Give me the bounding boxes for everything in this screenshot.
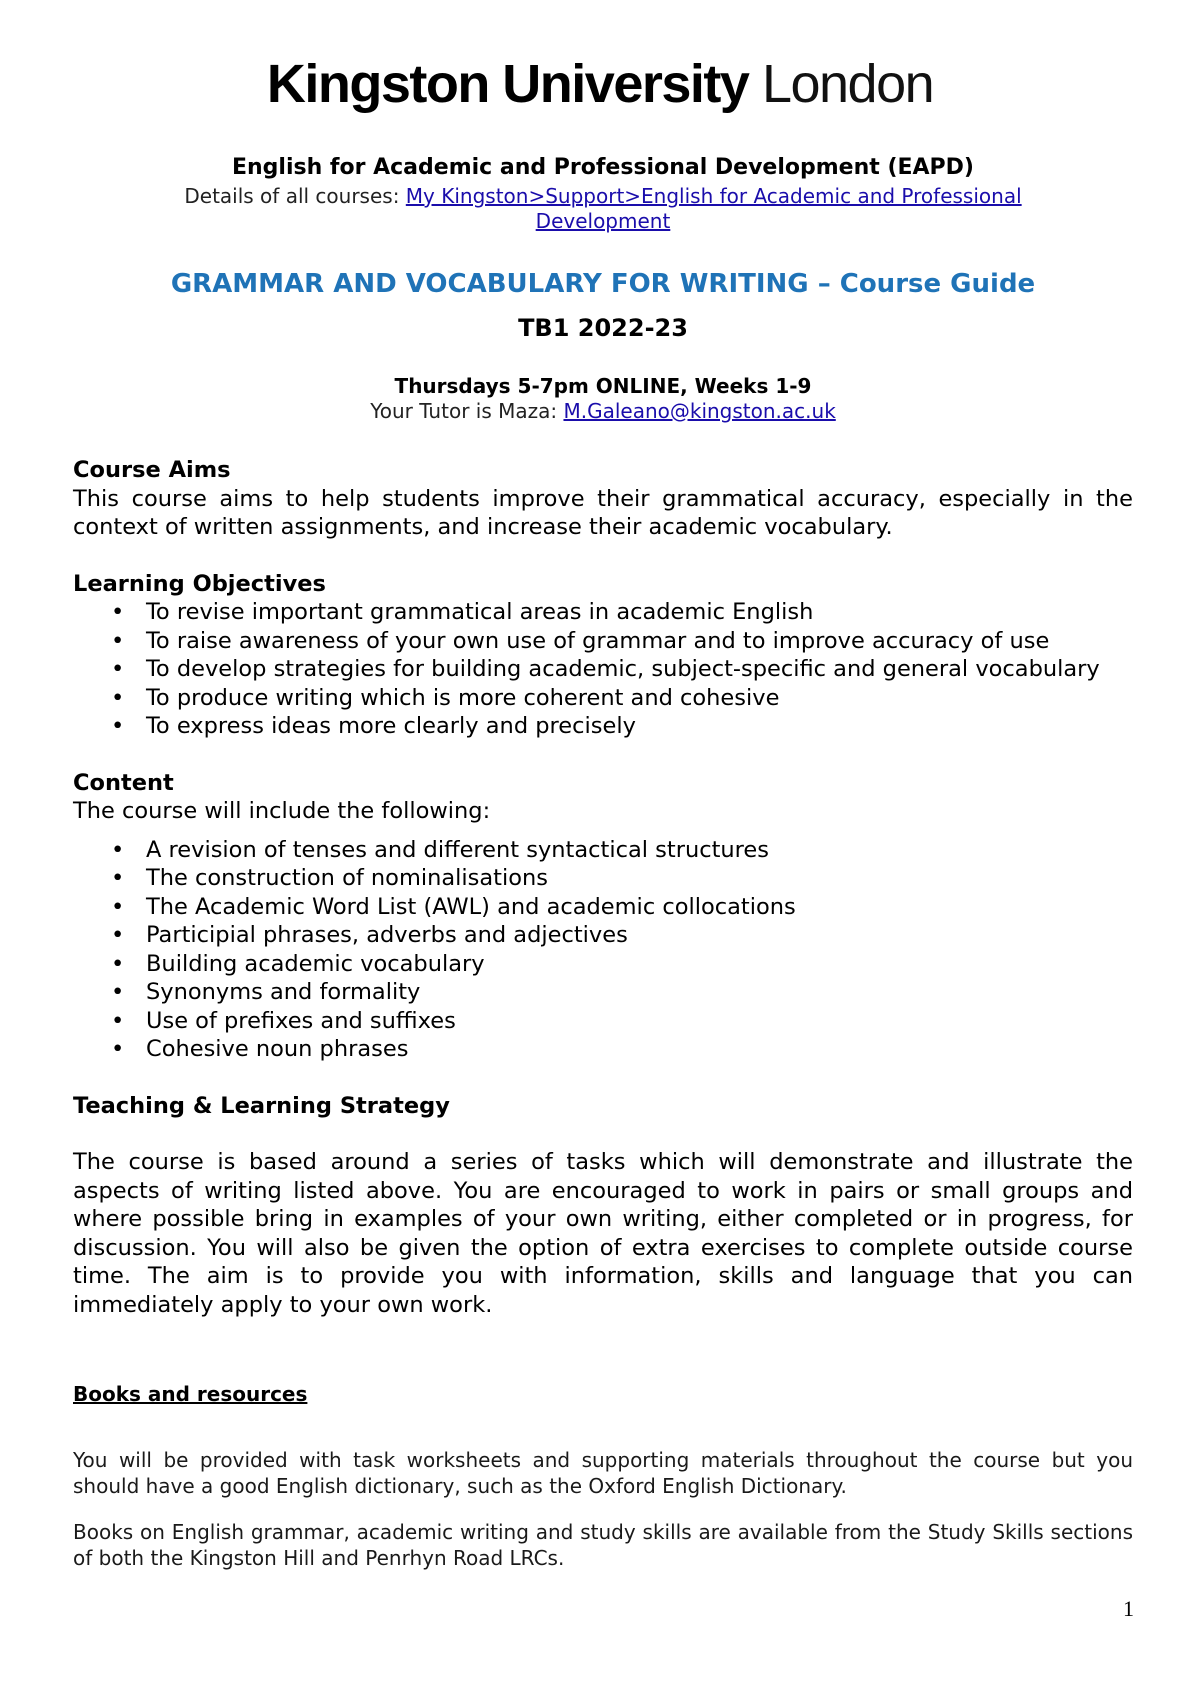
logo-bold-text: Kingston University	[266, 54, 749, 114]
schedule-line: Thursdays 5-7pm ONLINE, Weeks 1-9	[394, 374, 812, 398]
tutor-prefix: Your Tutor is Maza:	[370, 399, 564, 423]
bullet-icon: •	[111, 865, 125, 891]
university-logo	[0, 52, 1200, 116]
strategy-heading: Teaching & Learning Strategy	[73, 1092, 450, 1119]
bullet-icon: •	[111, 713, 125, 739]
list-item: • To develop strategies for building academic, subject-specific and general vocabulary	[111, 656, 1100, 682]
bullet-icon: •	[111, 979, 125, 1005]
course-aims-heading: Course Aims	[73, 457, 231, 483]
resources-heading: Books and resources	[73, 1382, 308, 1406]
content-heading: Content	[73, 769, 174, 796]
content-list	[73, 836, 1133, 1064]
logo-light-text: London	[761, 54, 934, 114]
details-link[interactable]: My Kingston>Support>English for Academic and Professional Development	[405, 184, 1022, 233]
bullet-icon: •	[111, 599, 125, 625]
list-item: • Use of prefixes and suffixes	[111, 1007, 456, 1034]
list-item: • To revise important grammatical areas in academic English	[111, 599, 814, 625]
list-item: • A revision of tenses and different syntactical structures	[111, 836, 770, 863]
tutor-line	[73, 399, 1133, 424]
bullet-icon: •	[111, 950, 125, 977]
main-content	[73, 456, 1133, 1571]
course-title: GRAMMAR AND VOCABULARY FOR WRITING – Course Guide	[170, 269, 1036, 299]
list-item: • Synonyms and formality	[111, 979, 421, 1005]
tutor-email-link[interactable]: M.Galeano@kingston.ac.uk	[563, 399, 836, 423]
eapd-title: English for Academic and Professional Development (EAPD)	[231, 155, 974, 180]
list-item: • Building academic vocabulary	[111, 950, 485, 977]
bullet-icon: •	[111, 893, 125, 920]
bullet-icon: •	[111, 627, 125, 654]
list-item: • Cohesive noun phrases	[111, 1036, 409, 1062]
resources-paragraph-2: Books on English grammar, academic writing and study skills are available from the Study Skills sections of both the Kingston Hill and Penrhyn Road LRCs.	[73, 1520, 1133, 1570]
bullet-icon: •	[111, 656, 125, 682]
page-number: 1	[1123, 1596, 1134, 1621]
details-line	[120, 184, 1086, 234]
list-item: • The Academic Word List (AWL) and academic collocations	[111, 893, 796, 920]
strategy-text: The course is based around a series of tasks which will demonstrate and illustrate the aspects of writing listed above. You are encouraged to work in pairs or small groups and where possible bring in examples of your own writing, either completed or in progress, for discussion. You will also be given the option of extra exercises to complete outside course time. The aim is to provide you with information, skills and language that you can immediately apply to your own work.	[73, 1149, 1133, 1318]
bullet-icon: •	[111, 836, 125, 863]
details-prefix: Details of all courses:	[184, 184, 406, 208]
course-aims-text: This course aims to help students improve their grammatical accuracy, especially in the context of written assignments, and increase their academic vocabulary.	[73, 485, 1133, 540]
list-item: • To raise awareness of your own use of grammar and to improve accuracy of use	[111, 627, 1050, 654]
term-label: TB1 2022-23	[518, 314, 688, 342]
list-item: • To express ideas more clearly and precisely	[111, 713, 636, 739]
bullet-icon: •	[111, 684, 125, 711]
learning-objectives-heading: Learning Objectives	[73, 570, 326, 597]
bullet-icon: •	[111, 922, 125, 948]
list-item: • Participial phrases, adverbs and adjectives	[111, 922, 628, 948]
bullet-icon: •	[111, 1007, 125, 1034]
resources-paragraph-1: You will be provided with task worksheets and supporting materials throughout the course but you should have a good English dictionary, such as the Oxford English Dictionary.	[73, 1448, 1133, 1498]
content-intro: The course will include the following:	[73, 798, 491, 824]
bullet-icon: •	[111, 1036, 125, 1062]
list-item: • The construction of nominalisations	[111, 865, 548, 891]
list-item: • To produce writing which is more coherent and cohesive	[111, 684, 780, 711]
learning-objectives-list	[73, 598, 1133, 741]
